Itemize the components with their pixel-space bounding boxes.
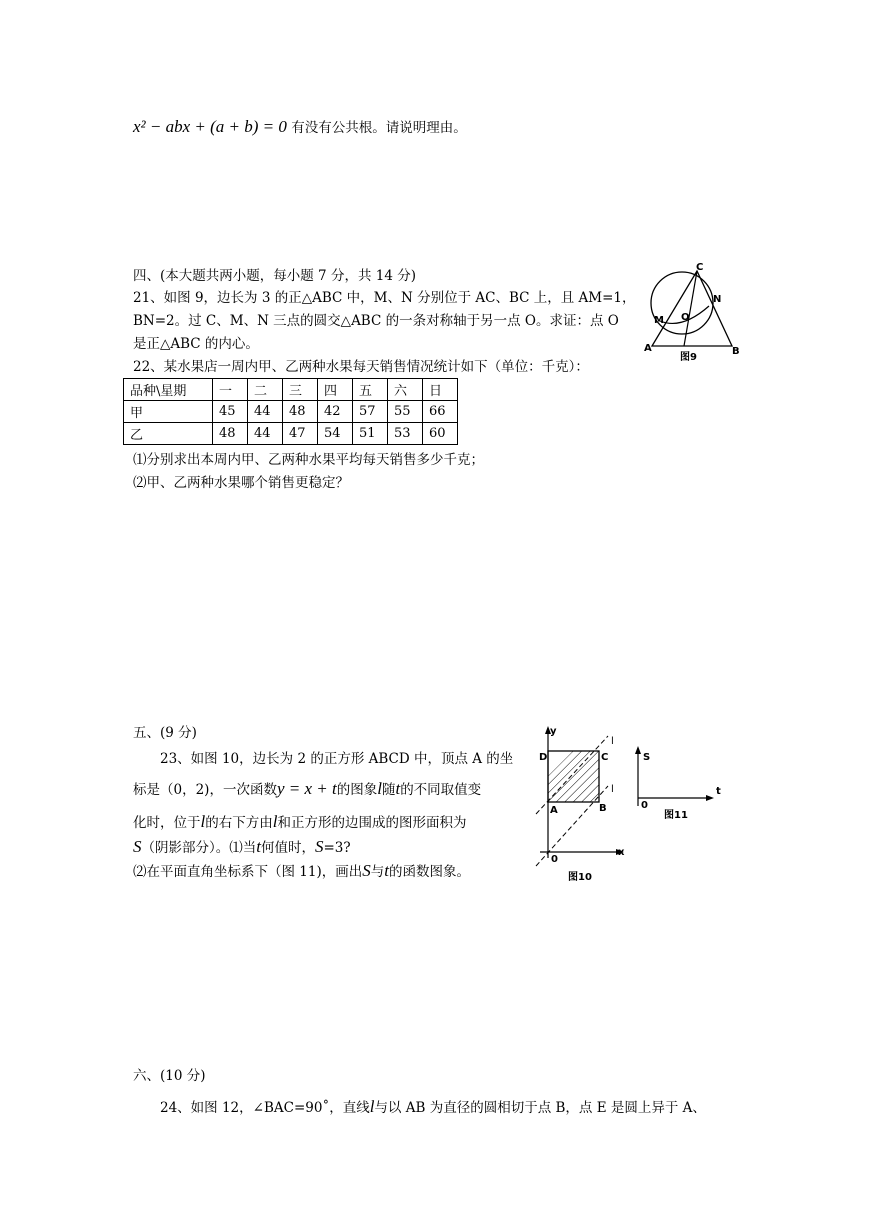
q23-line-1: 23、如图 10，边长为 2 的正方形 ABCD 中，顶点 A 的坐: [160, 751, 514, 767]
q21-line-3: 是正△ABC 的内心。: [133, 336, 259, 352]
section4-heading: 四、(本大题共两小题，每小题 7 分，共 14 分): [133, 268, 416, 284]
table-cell: 54: [318, 423, 353, 445]
table-header-cell: 二: [248, 379, 283, 401]
fig11-caption: 图11: [664, 810, 688, 821]
table-cell: 乙: [124, 423, 213, 445]
q23-text: （阴影部分）。⑴当: [141, 840, 257, 856]
q23-text: 何值时，: [260, 840, 315, 856]
q23-var-s: S: [314, 837, 324, 856]
q23-var-t: t: [384, 861, 389, 880]
q20-formula: x² − abx + (a + b) = 0: [133, 117, 287, 136]
q24-line-1: [160, 1098, 706, 1117]
table-cell: 55: [388, 401, 423, 423]
q23-text: 标是（0，2)，一次函数: [133, 782, 277, 798]
q23-var-t: t: [256, 837, 261, 856]
table-cell: 42: [318, 401, 353, 423]
q22-part-1: ⑴分别求出本周内甲、乙两种水果平均每天销售多少千克；: [133, 452, 484, 468]
q20-tail-line: [133, 118, 467, 137]
table-cell: 45: [213, 401, 248, 423]
fig11-label-s: S: [643, 752, 651, 763]
q23-linear-function: y = x + t: [276, 779, 337, 798]
table-header-cell: 一: [213, 379, 248, 401]
q23-line-3: [133, 813, 466, 832]
q23-line-5: [133, 862, 470, 881]
q21-line-2: BN=2。过 C、M、N 三点的圆交△ABC 的一条对称轴于另一点 O。求证：点 O: [133, 313, 619, 329]
q23-var-s: S: [133, 837, 142, 856]
fig9-label-n: N: [713, 294, 722, 305]
figure-10: [532, 724, 637, 884]
q23-text: 的右下方由: [205, 815, 273, 831]
q23-text: =3?: [323, 840, 351, 856]
table-header-row: [124, 379, 458, 401]
fig9-label-b: B: [732, 346, 740, 357]
q23-line-4: [133, 838, 351, 857]
table-cell: 51: [353, 423, 388, 445]
q23-text: 和正方形的边围成的图形面积为: [277, 815, 467, 831]
table-cell: 甲: [124, 401, 213, 423]
q23-text: 的图象: [336, 782, 378, 798]
fig9-caption: 图9: [680, 352, 697, 363]
fig10-label-l1: l: [611, 736, 614, 747]
q21-line-1: 21、如图 9，边长为 3 的正△ABC 中，M、N 分别位于 AC、BC 上，且 AM=1，: [133, 290, 636, 306]
table-header-cell: 三: [283, 379, 318, 401]
q23-text: 随: [381, 782, 396, 798]
figure-11: [630, 742, 725, 824]
q20-text: 有没有公共根。请说明理由。: [291, 120, 467, 136]
table-header-cell: 六: [388, 379, 423, 401]
fig10-label-y: y: [550, 726, 557, 737]
q23-var-l: l: [272, 812, 278, 831]
q23-line-2: [133, 780, 481, 799]
table-row: [124, 423, 458, 445]
table-cell: 60: [423, 423, 458, 445]
q23-text: 的不同取值变: [400, 782, 482, 798]
sales-table: [123, 378, 458, 445]
fig10-label-b: B: [599, 803, 607, 814]
fig10-label-l2: l: [611, 784, 614, 795]
q23-text: ⑵在平面直角坐标系下（图 11)，画出: [133, 864, 363, 880]
q24-var-l: l: [369, 1097, 375, 1116]
figure-9: [640, 260, 760, 368]
table-cell: 44: [248, 423, 283, 445]
q23-text: 的函数图象。: [388, 864, 470, 880]
table-cell: 66: [423, 401, 458, 423]
fig10-label-o: 0: [551, 854, 558, 865]
section6-heading: 六、(10 分): [133, 1068, 206, 1084]
table-cell: 47: [283, 423, 318, 445]
table-cell: 57: [353, 401, 388, 423]
table-header-cell: 日: [423, 379, 458, 401]
table-header-cell: 五: [353, 379, 388, 401]
fig9-label-o: O: [681, 312, 690, 323]
table-cell: 48: [213, 423, 248, 445]
fig9-label-m: M: [654, 315, 664, 326]
fig10-label-a: A: [550, 805, 558, 816]
q23-text: 化时，位于: [133, 815, 201, 831]
fig11-label-t: t: [716, 786, 721, 797]
q22-intro: 22、某水果店一周内甲、乙两种水果每天销售情况统计如下（单位：千克）：: [133, 359, 589, 375]
table-row: [124, 401, 458, 423]
table-cell: 44: [248, 401, 283, 423]
q24-text: 24、如图 12，∠BAC=90˚，直线: [160, 1100, 370, 1116]
q23-var-l: l: [200, 812, 206, 831]
q23-var-s: S: [362, 861, 371, 880]
fig10-label-d: D: [539, 752, 548, 763]
fig10-label-x: x: [618, 847, 625, 858]
q24-text: 与以 AB 为直径的圆相切于点 B，点 E 是圆上异于 A、: [374, 1100, 706, 1116]
table-header-cell: 四: [318, 379, 353, 401]
q23-text: 与: [370, 864, 385, 880]
q22-part-2: ⑵甲、乙两种水果哪个销售更稳定？: [133, 475, 349, 491]
fig9-label-a: A: [644, 343, 652, 354]
fig10-label-c: C: [601, 752, 609, 763]
table-cell: 48: [283, 401, 318, 423]
q23-var-l: l: [377, 779, 382, 798]
section5-heading: 五、(9 分): [133, 725, 197, 741]
table-header-cell: 品种\星期: [124, 379, 213, 401]
table-cell: 53: [388, 423, 423, 445]
fig10-caption: 图10: [568, 872, 592, 883]
q23-var-t: t: [395, 779, 401, 798]
fig9-label-c: C: [696, 262, 704, 273]
fig11-label-o: 0: [641, 800, 648, 811]
